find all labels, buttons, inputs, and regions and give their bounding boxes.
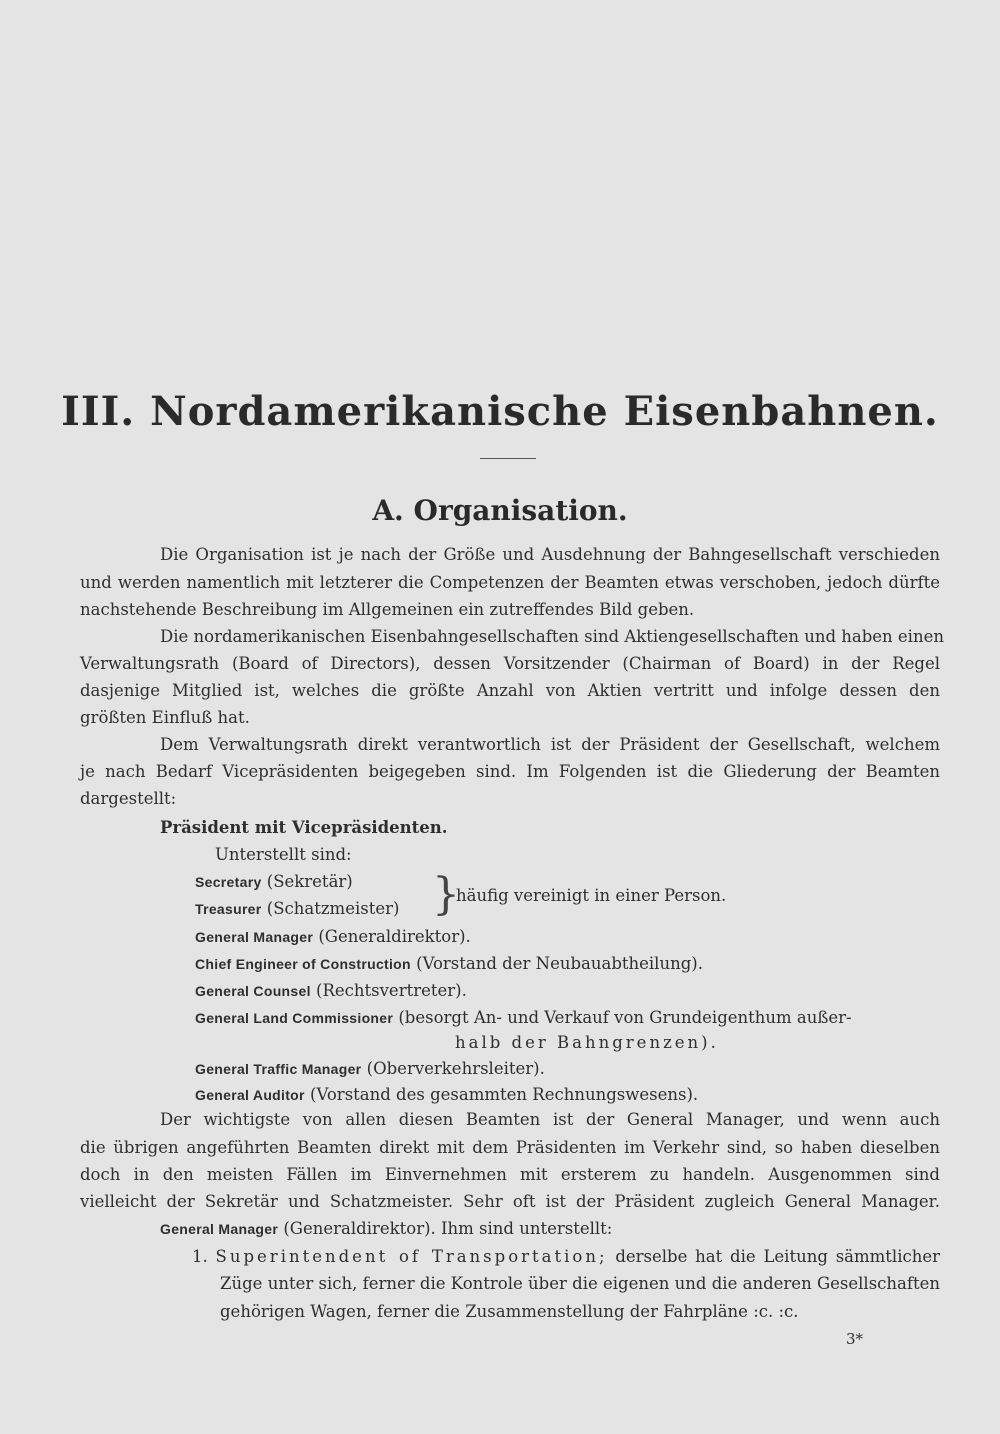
traffic-desc: (Oberverkehrsleiter). (366, 1059, 545, 1078)
chief-desc: (Vorstand der Neubauabtheilung). (416, 954, 703, 973)
land-title: General Land Commissioner (195, 1010, 394, 1026)
para2-line1: Die nordamerikanischen Eisenbahngesellschaften sind Aktiengesellschaften und haben einen (160, 627, 944, 646)
officer-traffic-manager (195, 1057, 545, 1081)
para4-line4: vielleicht der Sekretär und Schatzmeister. Sehr oft ist der Präsident zugleich General Manager. (80, 1192, 940, 1211)
officer-chief-engineer (195, 952, 703, 976)
auditor-title: General Auditor (195, 1087, 305, 1103)
page-number: 3* (846, 1330, 864, 1348)
combined-note: häufig vereinigt in einer Person. (456, 886, 727, 905)
item1-line3: gehörigen Wagen, ferner die Zusammenstellung der Fahrpläne :c. :c. (220, 1302, 799, 1321)
subordinate-label: Unterstellt sind: (215, 845, 352, 864)
officer-general-manager (195, 925, 471, 949)
brace-icon: } (432, 869, 460, 920)
secretary-title: Secretary (195, 874, 262, 890)
gm-title: General Manager (195, 929, 314, 945)
para2-line2: Verwaltungsrath (Board of Directors), dessen Vorsitzender (Chairman of Board) in der Regel (80, 654, 940, 673)
officer-auditor (195, 1083, 698, 1107)
gm-desc: (Generaldirektor). (318, 927, 471, 946)
para3-line1: Dem Verwaltungsrath direkt verantwortlich ist der Präsident der Gesellschaft, welchem (160, 735, 940, 754)
title-divider (480, 458, 536, 459)
land-desc-1: (besorgt An- und Verkauf von Grundeigenthum außer- (398, 1008, 852, 1027)
para1-line2: und werden namentlich mit letzterer die Competenzen der Beamten etwas verschoben, jedoch dürfte (80, 573, 940, 592)
treasurer-title: Treasurer (195, 901, 262, 917)
traffic-title: General Traffic Manager (195, 1061, 362, 1077)
para1-line3: nachstehende Beschreibung im Allgemeinen ein zutreffendes Bild geben. (80, 600, 695, 619)
officer-land-commissioner (195, 1006, 852, 1030)
section-title: A. Organisation. (372, 494, 628, 527)
para1-line1: Die Organisation ist je nach der Größe und Ausdehnung der Bahngesellschaft verschieden (160, 545, 940, 564)
item1-line1 (192, 1245, 940, 1269)
counsel-desc: (Rechtsvertreter). (316, 981, 467, 1000)
officer-general-counsel (195, 979, 467, 1003)
gm-section-heading (160, 1217, 612, 1241)
officer-secretary (195, 870, 353, 894)
treasurer-desc: (Schatzmeister) (266, 899, 400, 918)
officer-treasurer (195, 897, 399, 921)
land-desc-2: halb der Bahngrenzen). (455, 1033, 719, 1052)
item1-line2: Züge unter sich, ferner die Kontrole über die eigenen und die anderen Gesellschaften (220, 1274, 940, 1293)
gm-section-rest: (Generaldirektor). Ihm sind unterstellt: (283, 1219, 613, 1238)
item1-number: 1. (192, 1247, 208, 1266)
para3-line2: je nach Bedarf Vicepräsidenten beigegeben sind. Im Folgenden ist die Gliederung der Beamten (80, 762, 940, 781)
para3-line3: dargestellt: (80, 789, 177, 808)
auditor-desc: (Vorstand des gesammten Rechnungswesens). (310, 1085, 699, 1104)
para2-line4: größten Einfluß hat. (80, 708, 250, 727)
president-heading: Präsident mit Vicepräsidenten. (160, 818, 448, 837)
para4-line3: doch in den meisten Fällen im Einvernehmen mit ersterem zu handeln. Ausgenommen sind (80, 1165, 940, 1184)
counsel-title: General Counsel (195, 983, 311, 999)
para4-line2: die übrigen angeführten Beamten direkt mit dem Präsidenten im Verkehr sind, so haben dieselben (80, 1138, 940, 1157)
para4-line1: Der wichtigste von allen diesen Beamten ist der General Manager, und wenn auch (160, 1110, 940, 1129)
chief-title: Chief Engineer of Construction (195, 956, 411, 972)
item1-term: Superintendent of Transportation; (215, 1247, 608, 1266)
chapter-title: III. Nordamerikanische Eisenbahnen. (61, 388, 939, 435)
gm-section-title: General Manager (160, 1221, 279, 1237)
para2-line3: dasjenige Mitglied ist, welches die größte Anzahl von Aktien vertritt und infolge dessen den (80, 681, 940, 700)
secretary-desc: (Sekretär) (266, 872, 353, 891)
item1-line1-rest: derselbe hat die Leitung sämmtlicher (615, 1247, 940, 1266)
